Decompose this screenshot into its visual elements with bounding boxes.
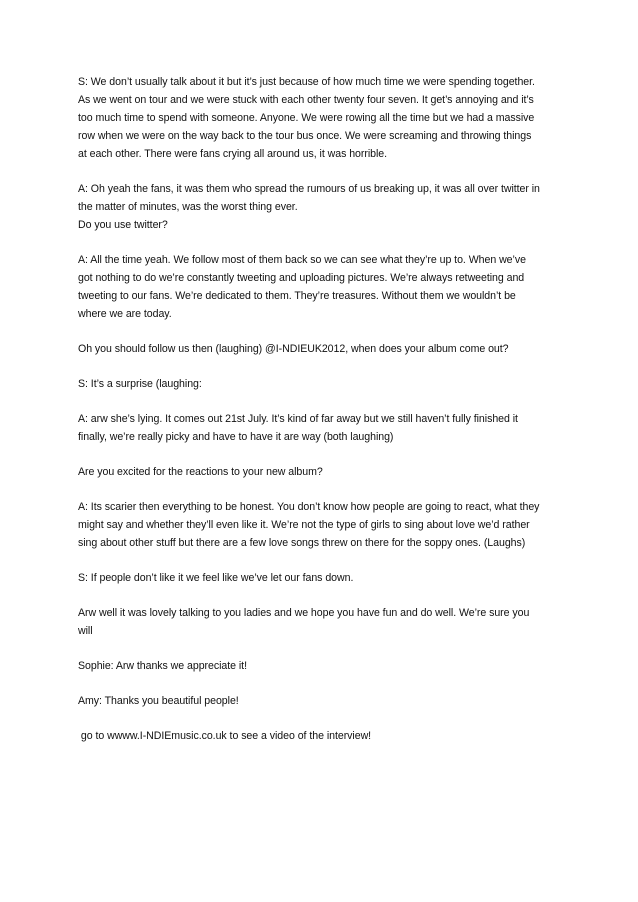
text-line: A: Its scarier then everything to be honest. You don’t know how people are going to react, what they (78, 501, 540, 513)
text-line: A: Oh yeah the fans, it was them who spread the rumours of us breaking up, it was all over twitter in (78, 183, 540, 195)
paragraph-4 (78, 340, 568, 358)
paragraph-10 (78, 604, 568, 640)
paragraph-9 (78, 569, 568, 587)
paragraph-11 (78, 657, 568, 675)
text-line: might say and whether they’ll even like it. We’re not the type of girls to sing about love we’d rather (78, 519, 530, 531)
text-line: A: arw she’s lying. It comes out 21st July. It’s kind of far away but we still haven’t fully finished it (78, 413, 518, 425)
document-page (78, 73, 568, 745)
paragraph-6 (78, 410, 568, 446)
text-line: Amy: Thanks you beautiful people! (78, 695, 239, 707)
paragraph-8 (78, 498, 568, 552)
paragraph-2 (78, 180, 568, 234)
text-line: Sophie: Arw thanks we appreciate it! (78, 660, 247, 672)
text-line: got nothing to do we’re constantly tweeting and uploading pictures. We’re always retweeting and (78, 272, 525, 284)
text-line: Oh you should follow us then (laughing) @I-NDIEUK2012, when does your album come out? (78, 343, 509, 355)
text-line: S: It’s a surprise (laughing: (78, 378, 202, 390)
paragraph-13 (78, 727, 568, 745)
paragraph-7 (78, 463, 568, 481)
text-line: will (78, 625, 93, 637)
text-line: As we went on tour and we were stuck with each other twenty four seven. It get’s annoying and it’s (78, 94, 534, 106)
text-line: S: If people don’t like it we feel like we’ve let our fans down. (78, 572, 354, 584)
paragraph-5 (78, 375, 568, 393)
paragraph-12 (78, 692, 568, 710)
text-line: go to wwww.I-NDIEmusic.co.uk to see a video of the interview! (78, 730, 372, 742)
text-line: tweeting to our fans. We’re dedicated to them. They’re treasures. Without them we wouldn’t be (78, 290, 516, 302)
text-line: row when we were on the way back to the tour bus once. We were screaming and throwing things (78, 130, 532, 142)
text-line: sing about other stuff but there are a few love songs threw on there for the soppy ones. (Laughs) (78, 537, 526, 549)
text-line: S: We don’t usually talk about it but it’s just because of how much time we were spending together. (78, 76, 535, 88)
text-line: at each other. There were fans crying all around us, it was horrible. (78, 148, 388, 160)
text-line: where we are today. (78, 308, 172, 320)
text-line: too much time to spend with someone. Anyone. We were rowing all the time but we had a massive (78, 112, 535, 124)
paragraph-1 (78, 73, 568, 163)
text-line: finally, we’re really picky and have to have it are way (both laughing) (78, 431, 394, 443)
text-line: Do you use twitter? (78, 219, 168, 231)
text-line: Arw well it was lovely talking to you ladies and we hope you have fun and do well. We’re sure you (78, 607, 530, 619)
paragraph-3 (78, 251, 568, 323)
text-line: A: All the time yeah. We follow most of them back so we can see what they’re up to. When we’ve (78, 254, 526, 266)
text-line: the matter of minutes, was the worst thing ever. (78, 201, 298, 213)
text-line: Are you excited for the reactions to your new album? (78, 466, 323, 478)
